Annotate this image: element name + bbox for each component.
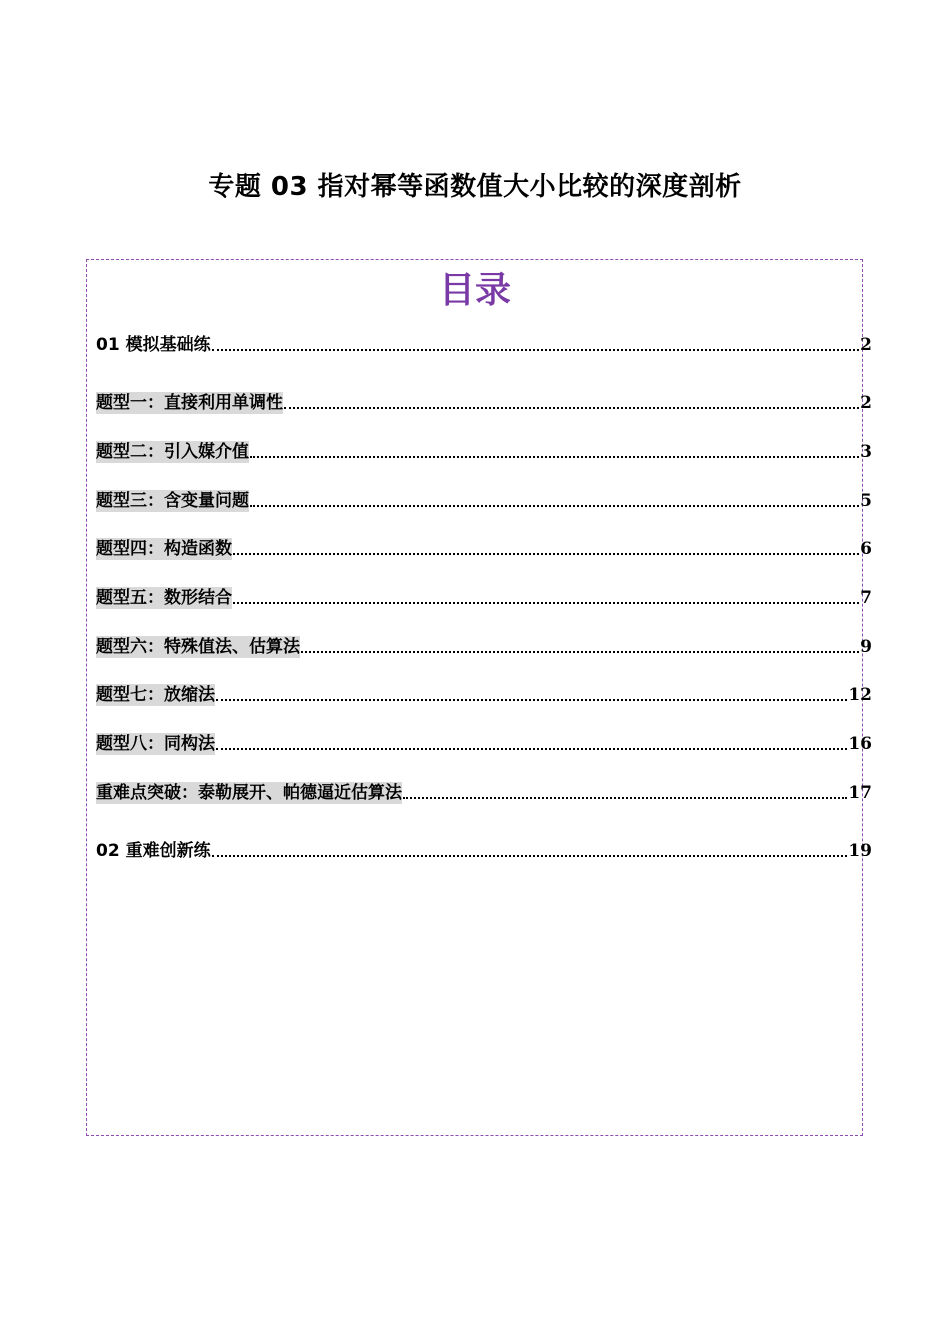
toc-entry-label: 01 模拟基础练	[96, 335, 211, 355]
toc-page-number: 6	[860, 539, 872, 559]
toc-leader-dots	[250, 456, 859, 458]
toc-leader-dots	[233, 602, 859, 604]
toc-page-number: 2	[860, 335, 872, 355]
toc-page-number: 3	[860, 442, 872, 462]
toc-leader-dots	[216, 699, 847, 701]
toc-entry-type-8[interactable]	[96, 731, 872, 755]
toc-entry-label: 重难点突破：泰勒展开、帕德逼近估算法	[96, 783, 402, 803]
toc-entry-label: 题型二：引入媒介值	[96, 442, 249, 462]
toc-entry-basic-practice[interactable]	[96, 332, 872, 356]
toc-page-number: 19	[848, 841, 872, 861]
toc-heading: 目录	[438, 270, 511, 311]
toc-entry-innovation-practice[interactable]	[96, 838, 872, 862]
toc-entry-label: 题型五：数形结合	[96, 588, 232, 608]
toc-page-number: 5	[860, 491, 872, 511]
toc-leader-dots	[301, 651, 859, 653]
toc-leader-dots	[250, 505, 859, 507]
toc-entry-type-2[interactable]	[96, 439, 872, 463]
toc-entry-label: 02 重难创新练	[96, 841, 211, 861]
toc-page-number: 9	[860, 637, 872, 657]
toc-entry-label: 题型八：同构法	[96, 734, 215, 754]
toc-entry-label: 题型四：构造函数	[96, 539, 232, 559]
toc-entry-type-3[interactable]	[96, 488, 872, 512]
toc-leader-dots	[284, 407, 859, 409]
toc-entry-type-6[interactable]	[96, 634, 872, 658]
toc-entry-type-7[interactable]	[96, 682, 872, 706]
toc-leader-dots	[212, 855, 848, 857]
toc-leader-dots	[233, 553, 859, 555]
toc-entry-breakthrough[interactable]	[96, 780, 872, 804]
toc-leader-dots	[216, 748, 847, 750]
toc-page-number: 16	[848, 734, 872, 754]
toc-page-number: 7	[860, 588, 872, 608]
toc-page-number: 12	[848, 685, 872, 705]
toc-entry-type-5[interactable]	[96, 585, 872, 609]
toc-entry-label: 题型七：放缩法	[96, 685, 215, 705]
toc-page-number: 2	[860, 393, 872, 413]
toc-leader-dots	[403, 797, 847, 799]
toc-entry-type-1[interactable]	[96, 390, 872, 414]
toc-page-number: 17	[848, 783, 872, 803]
toc-entry-label: 题型三：含变量问题	[96, 491, 249, 511]
document-title: 专题 03 指对幂等函数值大小比较的深度剖析	[208, 172, 742, 202]
toc-leader-dots	[212, 349, 860, 351]
toc-entry-label: 题型一：直接利用单调性	[96, 393, 283, 413]
toc-entry-type-4[interactable]	[96, 536, 872, 560]
toc-entry-label: 题型六：特殊值法、估算法	[96, 637, 300, 657]
